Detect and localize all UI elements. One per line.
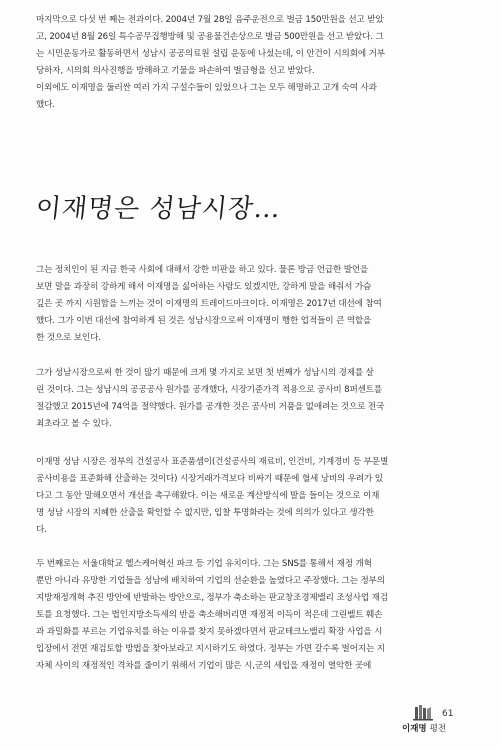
text-line: 최초라고 볼 수 있다.	[36, 419, 112, 429]
text-line: 자체 사이의 재정적인 격차를 줄이기 위해서 기업이 많은 시,군의 세입을 재정이 열악한 곳에	[36, 661, 372, 671]
text-line: 그는 정치인이 된 지금 한국 사회에 대해서 강한 비판을 하고 있다. 물론 방금 언급한 발언을	[36, 265, 369, 275]
page-number: 61	[442, 709, 454, 719]
book-title-suffix: 평전	[429, 724, 447, 734]
text-line: 는 시민운동가로 활동하면서 성남시 공공의료원 설립 운동에 나섰는데, 이 안건이 시의회에 거부	[36, 49, 385, 59]
text-line: 이외에도 이재명을 둘러싼 여러 가지 구설수들이 있었으나 그는 모두 해명하고 고개 숙여 사과	[36, 83, 377, 93]
book-author-name: 이재명	[402, 724, 427, 734]
text-line: 했다. 그가 이번 대선에 참여하게 된 것은 성남시장으로써 이재명이 행한 업적들이 큰 역할을	[36, 316, 372, 326]
book-emblem-icon	[412, 702, 434, 722]
text-line: 명 성남 시장의 지혜한 산출을 확인할 수 없지만, 입찰 투명화라는 것에 의의가 있다고 생각한	[36, 508, 374, 518]
text-line: 절감했고 2015년에 74억을 절약했다. 원가를 공개한 것은 공사비 거품을 없애려는 것으로 전국	[36, 402, 385, 412]
text-line: 토를 요청했다. 그는 법인지방소득세의 반을 축소해버리면 재정적 이득이 적은데 그린벨트 훼손	[36, 610, 383, 620]
paragraph-construction-costs	[36, 454, 474, 539]
text-line: 린 것이다. 그는 성남시의 공공공사 원가를 공개했다, 시장기준가격 적용으로 공사비 8퍼센트를	[36, 385, 383, 395]
text-line: 이재명 성남 시장은 정부의 건설공사 표준품셈이(건설공사의 재료비, 인건비, 기계경비 등 부문별	[36, 457, 389, 467]
section-title: 이재명은 성남시장…	[34, 194, 283, 224]
text-line: 과 과밀화를 부르는 기업유치를 하는 이유를 찾지 못하겠다면서 판교테크노밸리 확장 사업을 시	[36, 627, 383, 637]
text-line: 공사비용을 표준화해 산출하는 것이다) 시장거래가격보다 비싸기 때문에 혈세 낭비의 우려가 있	[36, 474, 383, 484]
text-line: 다.	[36, 525, 47, 535]
text-line: 그가 성남시장으로써 한 것이 많기 때문에 크게 몇 가지로 보면 첫 번째가 성남시의 경제를 살	[36, 368, 374, 378]
running-footer	[402, 722, 446, 734]
text-line: 두 번째로는 서울대학교 헬스케어혁신 파크 등 기업 유치이다. 그는 SNS를 통해서 재정 개혁	[36, 559, 372, 569]
paragraph-politician	[36, 262, 474, 347]
paragraph-business-attraction	[36, 556, 474, 675]
text-line: 보면 말을 과장히 강하게 해서 이재명을 싫어하는 사람도 있겠지만, 강하게 말을 해줘서 가슴	[36, 282, 372, 292]
page-footer	[398, 702, 478, 736]
text-line: 했다.	[36, 100, 55, 110]
text-line: 한 것으로 보인다.	[36, 333, 101, 343]
text-line: 다고 그 동안 말해오면서 개선을 촉구해왔다. 이는 새로운 계산방식에 발을 들이는 것으로 이재	[36, 491, 380, 501]
text-line: 고, 2004년 8월 26일 특수공무집행방해 및 공용물건손상으로 벌금 500만원을 선고 받았다. 그	[36, 32, 384, 42]
text-line: 입장에서 전면 재검토할 방법을 찾아보라고 지시하기도 하였다. 정부는 가면 갈수록 벌어지는 지	[36, 644, 385, 654]
paragraph-criminal-record	[36, 12, 474, 114]
text-line: 지방재정개혁 추진 방안에 반발하는 방안으로, 정부가 축소하는 판교창조경제밸리 조성사업 재검	[36, 593, 388, 603]
text-line: 뿐만 아니라 유망한 기업들을 성남에 배치하여 기업의 선순환을 높였다고 주장했다. 그는 정부의	[36, 576, 385, 586]
paragraph-economy	[36, 365, 474, 433]
text-line: 깊은 곳 까지 시원함을 느끼는 것이 이재명의 트레이드마크이다. 이재명은 2017년 대선에 참여	[36, 299, 382, 309]
text-line: 당하자, 시의회 의사진행을 방해하고 기물을 파손하여 벌금형을 선고 받았다.	[36, 66, 315, 76]
text-line: 마지막으로 다섯 번 째는 전과이다. 2004년 7월 28일 음주운전으로 벌금 150만원을 선고 받았	[36, 15, 384, 25]
